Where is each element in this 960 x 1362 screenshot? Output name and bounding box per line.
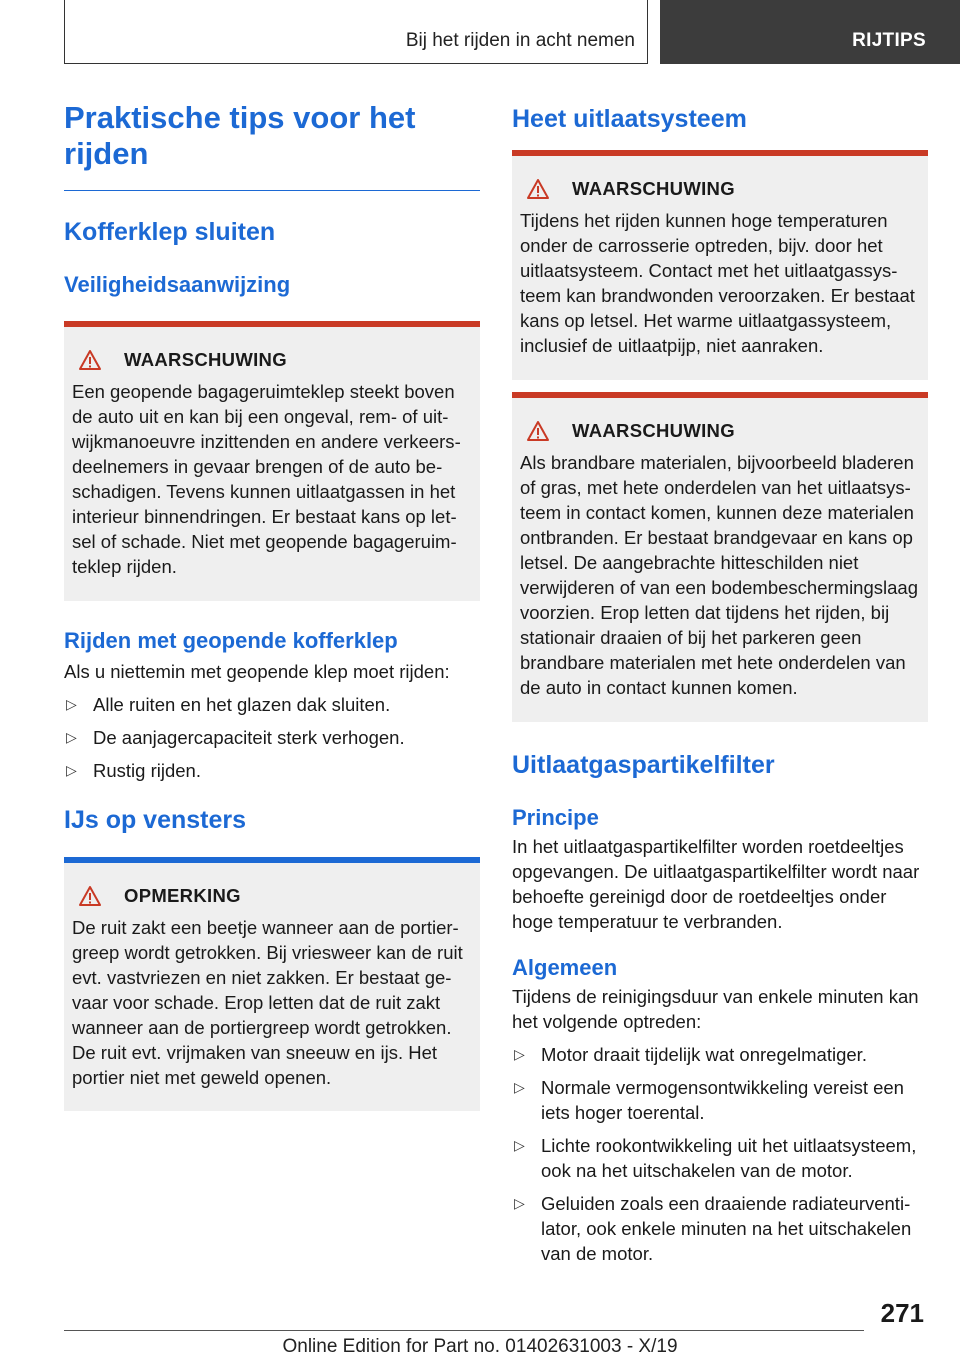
bullet-triangle-icon: ▷ (514, 1137, 525, 1153)
warning-header (78, 349, 472, 371)
bullet-triangle-icon: ▷ (514, 1046, 525, 1062)
warning-triangle-icon (526, 420, 550, 442)
bullet-triangle-icon: ▷ (66, 729, 77, 745)
section-heading-kofferklep: Kofferklep sluiten (64, 218, 276, 246)
warning-triangle-icon (78, 349, 102, 371)
bullet-triangle-icon: ▷ (66, 762, 77, 778)
warning-label: WAARSCHUWING (124, 349, 287, 370)
subheading-algemeen: Algemeen (512, 955, 618, 980)
list-item: ▷ Lichte rookontwikkeling uit het uitlaatsysteem, ook na het uitschakelen van de motor. (514, 1135, 917, 1181)
list-item: ▷ Normale vermogensontwikkeling vereist een iets hoger toerental. (514, 1077, 904, 1123)
title-divider (64, 190, 480, 191)
header-chapter-title: RIJTIPS (852, 30, 926, 51)
bullet-triangle-icon: ▷ (514, 1079, 525, 1095)
list-item: ▷ De aanjagercapaciteit sterk verhogen. (66, 727, 405, 748)
warning-box-uitlaat-2 (512, 392, 928, 722)
warning-box-uitlaat-1 (512, 150, 928, 380)
rijden-klep-list (64, 692, 480, 783)
list-item: ▷ Rustig rijden. (66, 760, 201, 781)
list-item: ▷ Motor draait tijdelijk wat onregelmatiger. (514, 1044, 867, 1065)
note-text: De ruit zakt een beetje wanneer aan de portiergreep wordt getrokken. Bij vriesweer kan de ruit evt. vastvriezen en niet zakken. Er bestaat gevaar voor schade. Erop letten dat de ruit zakt wanneer aan de portiergreep wordt getrokken. De ruit evt. vrijmaken van sneeuw en ijs. Het portier niet met geweld openen. (72, 917, 463, 1088)
warning-header (526, 420, 920, 442)
list-item: ▷ Alle ruiten en het glazen dak sluiten. (66, 694, 391, 715)
warning-header (526, 178, 920, 200)
warning-label: WAARSCHUWING (572, 420, 735, 441)
subheading-veiligheid: Veiligheidsaanwijzing (64, 272, 291, 297)
rijden-klep-intro: Als u niettemin met geopende klep moet rijden: (64, 661, 450, 682)
list-item: ▷ Geluiden zoals een draaiende radiateurventilator, ook enkele minuten na het uitschakelen van de motor. (514, 1193, 912, 1264)
section-heading-uitlaat: Heet uitlaatsysteem (512, 105, 747, 133)
footer-edition: Online Edition for Part no. 01402631003 - X/19 (282, 1336, 678, 1357)
note-header (78, 885, 472, 907)
warning-triangle-icon (526, 178, 550, 200)
right-column (512, 100, 928, 1274)
warning-box-kofferklep (64, 321, 480, 601)
section-heading-ijs: IJs op vensters (64, 806, 247, 834)
header-section-title: Bij het rijden in acht nemen (405, 30, 635, 51)
bullet-triangle-icon: ▷ (66, 696, 77, 712)
section-heading-rijden-klep: Rijden met geopende kofferklep (64, 628, 398, 653)
warning-label: WAARSCHUWING (572, 178, 735, 199)
page-title: Praktische tips voor het rijden (64, 100, 416, 171)
header-chapter-box (660, 0, 960, 64)
footer-divider (64, 1330, 864, 1331)
note-label: OPMERKING (124, 885, 241, 906)
algemeen-list (512, 1042, 928, 1266)
warning-text: Als brandbare materialen, bijvoorbeeld bladeren of gras, met hete onderdelen van het uitlaatsysteem in contact komen, kunnen deze materialen ontbranden. Er bestaat brandgevaar en kans op letsel. De aangebrachte hitteschilden niet verwijderen of van een bodembeschermingslaag voorzien. Erop letten dat tijdens het rijden, bij stationair draaien of bij het parkeren geen brandbare materialen met hete onderdelen van de auto in contact kunnen komen. (520, 452, 918, 698)
note-triangle-icon (78, 885, 102, 907)
algemeen-intro: Tijdens de reinigingsduur van enkele minuten kan het volgende optreden: (512, 986, 919, 1032)
warning-text: Een geopende bagageruimteklep steekt boven de auto uit en kan bij een ongeval, rem- of uitwijkmanoeuvre inzittenden en andere verkeersdeelnemers in gevaar brengen of de auto beschadigen. Tevens kunnen uitlaatgassen in het interieur binnendringen. Er bestaat kans op letsel of schade. Niet met geopende bagageruimteklep rijden. (72, 381, 461, 577)
warning-text: Tijdens het rijden kunnen hoge temperaturen onder de carrosserie optreden, bijv. door het uitlaatsysteem. Contact met het uitlaatgassysteem kan brandwonden veroorzaken. Er bestaat kans op letsel. Het warme uitlaatgassysteem, inclusief de uitlaatpijp, niet aanraken. (520, 210, 915, 356)
bullet-triangle-icon: ▷ (514, 1195, 525, 1211)
note-box-ijs (64, 857, 480, 1111)
principe-text: In het uitlaatgaspartikelfilter worden roetdeeltjes opgevangen. De uitlaatgaspartikelfilter wordt naar behoefte gereinigd door de roetdeeltjes onder hoge temperatuur te verbranden. (512, 836, 920, 932)
section-heading-partikelfilter: Uitlaatgaspartikelfilter (512, 751, 775, 779)
left-column (64, 100, 480, 1111)
page-number: 271 (880, 1298, 924, 1328)
header-section-box (64, 0, 648, 64)
subheading-principe: Principe (512, 805, 599, 830)
